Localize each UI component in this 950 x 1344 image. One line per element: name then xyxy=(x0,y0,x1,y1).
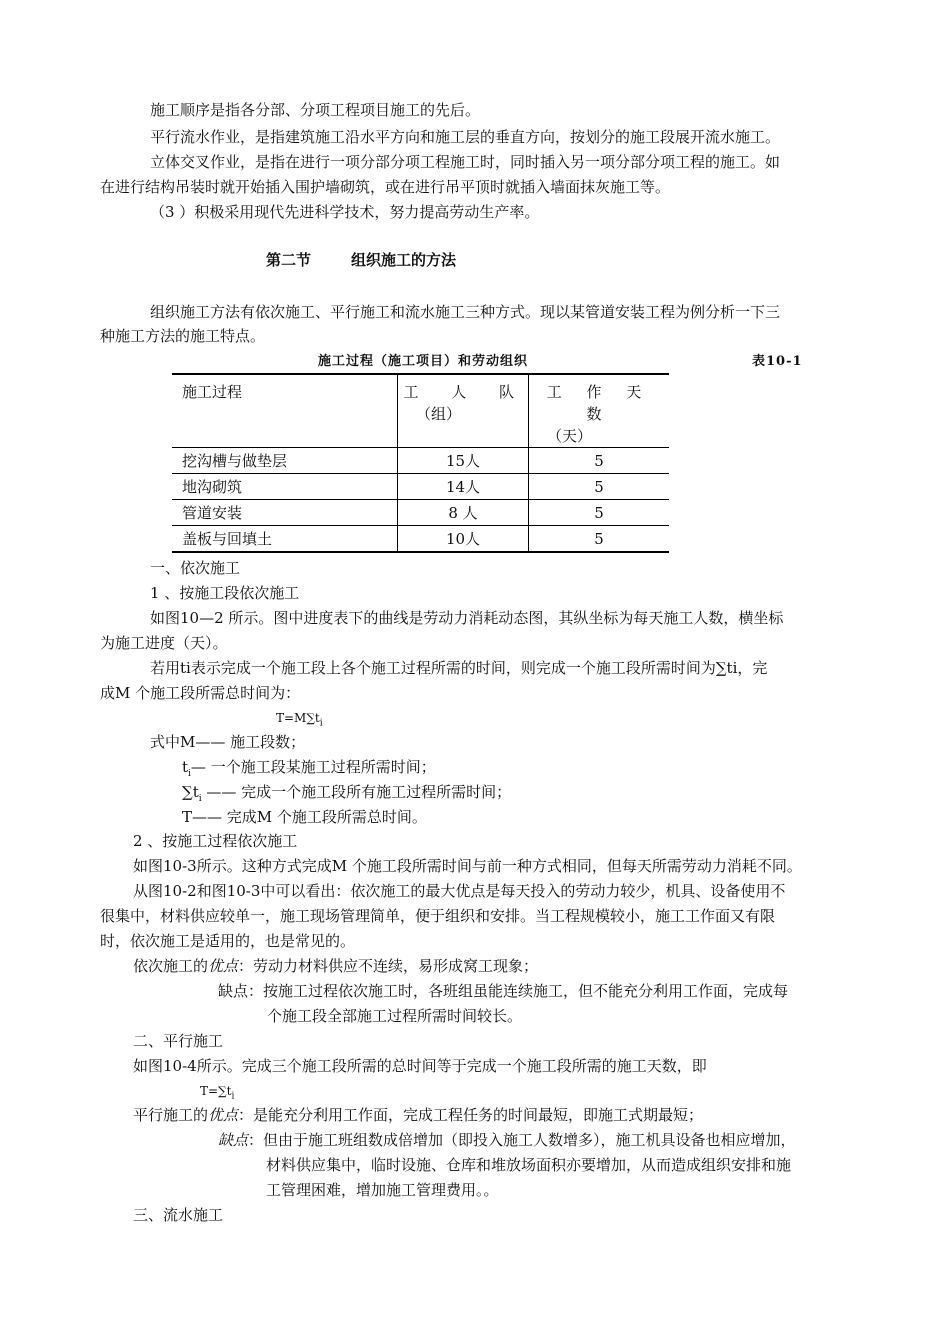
s2-dis-label: 缺点 xyxy=(218,1131,249,1149)
s1-formula-sub: i xyxy=(319,718,323,729)
s1-def-2-sub: i xyxy=(188,769,191,779)
s2-disadvantage xyxy=(218,1133,796,1148)
s1-def-3-text: —— 完成一个施工段所有施工过程所需时间； xyxy=(201,783,512,801)
paragraph-line-b: 种施工方法的施工特点。 xyxy=(100,327,266,345)
s2-line-1: 如图10-4所示。完成三个施工段所需的总时间等于完成一个施工段所需的施工天数，即 xyxy=(133,1057,707,1075)
s3-heading: 三、流水施工 xyxy=(133,1206,224,1224)
s1-formula-main: T=M∑t xyxy=(276,711,320,725)
s2-dis-text3: 工管理困难，增加施工管理费用。。 xyxy=(266,1181,499,1199)
cell-crew: 10人 xyxy=(398,526,529,553)
s1-line-4a: 从图10-2和图10-3中可以看出：依次施工的最大优点是每天投入的劳动力较少，机具、设备使用不 xyxy=(133,882,786,900)
table-caption: 施工过程（施工项目）和劳动组织 xyxy=(318,354,529,369)
cell-days: 5 xyxy=(529,526,670,553)
cell-days: 5 xyxy=(529,474,670,500)
header-crew xyxy=(398,374,529,448)
cell-process: 地沟砌筑 xyxy=(172,474,398,500)
cell-process: 管道安装 xyxy=(172,500,398,526)
s1-def-4: T—— 完成M 个施工段所需总时间。 xyxy=(182,808,427,826)
s1-line-2b: 成M 个施工段所需总时间为： xyxy=(100,684,301,702)
intro-line-2: 平行流水作业，是指建筑施工沿水平方向和施工层的垂直方向，按划分的施工段展开流水施工。 xyxy=(150,128,781,146)
table-row xyxy=(172,526,669,553)
header-process xyxy=(172,374,398,448)
header-crew-text: 工 人 队 xyxy=(403,383,528,401)
section-title: 组织施工的方法 xyxy=(351,251,457,269)
cell-process: 挖沟槽与做垫层 xyxy=(172,448,398,474)
table-row xyxy=(172,500,669,526)
s2-adv-pre: 平行施工的 xyxy=(133,1106,209,1124)
cell-crew: 14人 xyxy=(398,474,529,500)
s1-adv-pre: 依次施工的 xyxy=(133,957,209,975)
s1-line-1b: 为施工进度（天）。 xyxy=(100,634,228,652)
s1-advantage xyxy=(133,959,538,974)
s1-heading: 一、依次施工 xyxy=(150,559,241,577)
s1-sub1: 1 、按施工段依次施工 xyxy=(150,584,300,602)
s1-line-4c: 时，依次施工是适用的，也是常见的。 xyxy=(100,932,356,950)
intro-line-1: 施工顺序是指各分部、分项工程项目施工的先后。 xyxy=(150,101,481,119)
s1-formula xyxy=(276,712,323,728)
cell-days: 5 xyxy=(529,500,670,526)
s1-dis-text2: 个施工段全部施工过程所需时间较长。 xyxy=(267,1007,523,1025)
s1-adv-text: ：劳动力材料供应不连续，易形成窝工现象； xyxy=(238,957,539,975)
s2-heading: 二、平行施工 xyxy=(133,1032,224,1050)
s2-adv-label: 优点 xyxy=(208,1106,239,1124)
s1-def-3 xyxy=(182,785,511,804)
s2-formula-main: T=∑t xyxy=(200,1084,232,1098)
s1-dis-text1: ：按施工过程依次施工时，各班组虽能连续施工，但不能充分利用工作面，完成每 xyxy=(248,982,789,1000)
s1-def-1: 式中M—— 施工段数； xyxy=(150,733,306,751)
table-label: 表10-1 xyxy=(752,354,803,369)
header-crew-unit: （组） xyxy=(416,405,462,423)
s2-formula-sub: i xyxy=(231,1091,235,1102)
s2-advantage xyxy=(133,1108,703,1123)
s1-dis-label: 缺点 xyxy=(218,982,249,1000)
s1-disadvantage xyxy=(218,984,788,999)
cell-crew: 8 人 xyxy=(398,500,529,526)
s1-adv-label: 优点 xyxy=(208,957,239,975)
s1-def-2-text: — 一个施工段某施工过程所需时间； xyxy=(190,758,436,776)
header-days xyxy=(529,374,670,448)
intro-line-3a: 立体交叉作业，是指在进行一项分部分项工程施工时，同时插入另一项分部分项工程的施工。如 xyxy=(150,153,781,171)
header-days-unit: （天） xyxy=(547,427,593,445)
s1-def-2 xyxy=(182,760,436,779)
labor-table xyxy=(172,373,669,553)
table-row xyxy=(172,448,669,474)
s2-dis-text1: ：但由于施工班组数成倍增加（即投入施工人数增多），施工机具设备也相应增加， xyxy=(248,1131,796,1149)
s1-line-1a: 如图10—2 所示。图中进度表下的曲线是劳动力消耗动态图，其纵坐标为每天施工人数，横坐标 xyxy=(150,609,784,627)
s2-dis-text2: 材料供应集中，临时设施、仓库和堆放场面积亦要增加，从而造成组织安排和施 xyxy=(266,1156,792,1174)
s1-def-3-sub: i xyxy=(198,794,202,804)
s1-line-3: 如图10-3所示。这种方式完成M 个施工段所需时间与前一种方式相同，但每天所需劳动力消耗不同。 xyxy=(133,857,802,875)
cell-crew: 15人 xyxy=(398,448,529,474)
intro-line-3b: 在进行结构吊装时就开始插入围护墙砌筑，或在进行吊平顶时就插入墙面抹灰施工等。 xyxy=(100,178,671,196)
section-number: 第二节 xyxy=(266,251,312,269)
table-header-row xyxy=(172,374,669,448)
paragraph-line-a: 组织施工方法有依次施工、平行施工和流水施工三种方式。现以某管道安装工程为例分析一下三 xyxy=(150,303,781,321)
s2-formula xyxy=(200,1085,234,1101)
table-row xyxy=(172,474,669,500)
header-process-text: 施工过程 xyxy=(182,383,243,401)
s1-sub2: 2 、按施工过程依次施工 xyxy=(133,832,298,850)
cell-process: 盖板与回填土 xyxy=(172,526,398,553)
s1-def-3-sym: ∑t xyxy=(182,783,199,801)
header-days-text: 工 作 天 数 xyxy=(546,383,652,423)
intro-line-4: （3 ）积极采用现代先进科学技术，努力提高劳动生产率。 xyxy=(150,203,540,221)
cell-days: 5 xyxy=(529,448,670,474)
s1-def-2-sym: t xyxy=(182,758,189,776)
s1-line-2a: 若用ti表示完成一个施工段上各个施工过程所需的时间，则完成一个施工段所需时间为∑ti，完 xyxy=(150,659,768,677)
s1-line-4b: 很集中，材料供应较单一，施工现场管理简单，便于组织和安排。当工程规模较小，施工工作面又有限 xyxy=(100,907,776,925)
s2-adv-text: ：是能充分利用工作面，完成工程任务的时间最短，即施工式期最短； xyxy=(238,1106,704,1124)
